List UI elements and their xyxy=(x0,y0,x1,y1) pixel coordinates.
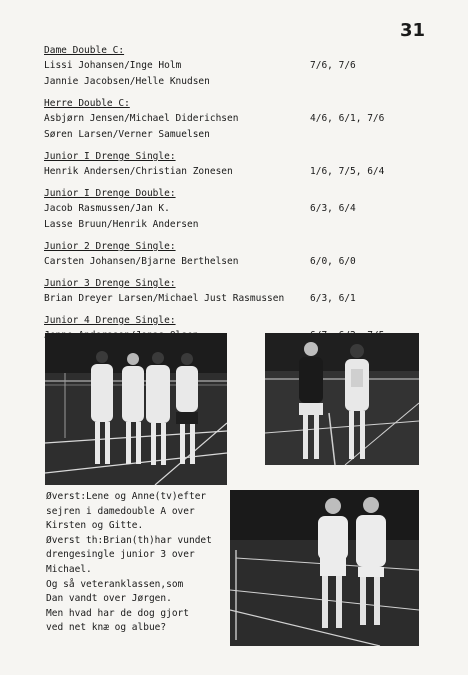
caption-line: Øverst:Lene og Anne(tv)efter xyxy=(46,491,207,502)
score: 6/3, 6/1 xyxy=(310,293,356,304)
results-list xyxy=(44,44,424,351)
result-row xyxy=(44,111,424,127)
players: Lissi Johansen/Inge Holm xyxy=(44,60,182,71)
result-section xyxy=(44,150,424,180)
caption-line: drengesingle junior 3 over xyxy=(46,549,195,561)
result-row xyxy=(44,58,424,74)
caption-line: Dan vandt over Jørgen. xyxy=(46,593,172,605)
result-row xyxy=(44,164,424,180)
players: Jannie Jacobsen/Helle Knudsen xyxy=(44,76,210,87)
section-heading: Junior I Drenge Single: xyxy=(44,151,176,162)
result-section xyxy=(44,97,424,143)
players: Jacob Rasmussen/Jan K. xyxy=(44,203,170,214)
photo-two-veterans xyxy=(230,490,419,646)
score: 4/6, 6/1, 7/6 xyxy=(310,113,385,124)
caption-line: sejren i damedouble A over xyxy=(46,505,195,517)
players: Lasse Bruun/Henrik Andersen xyxy=(44,219,199,230)
section-heading: Junior I Drenge Double: xyxy=(44,188,176,199)
result-row xyxy=(44,291,424,307)
section-heading: Junior 4 Drenge Single: xyxy=(44,315,176,326)
caption-line: Kirsten og Gitte. xyxy=(46,520,144,532)
section-heading: Junior 2 Drenge Single: xyxy=(44,241,176,252)
photo-two-juniors xyxy=(265,333,419,465)
players: Henrik Andersen/Christian Zonesen xyxy=(44,166,233,177)
page-number: 31 xyxy=(400,20,426,41)
caption-line: Men hvad har de dog gjort xyxy=(46,607,189,619)
section-heading: Dame Double C: xyxy=(44,45,125,56)
result-section xyxy=(44,187,424,233)
result-section xyxy=(44,277,424,307)
photo-caption xyxy=(46,490,226,636)
players: Carsten Johansen/Bjarne Berthelsen xyxy=(44,256,239,267)
result-section xyxy=(44,44,424,90)
result-row xyxy=(44,217,424,233)
caption-line: Michael. xyxy=(46,563,92,575)
caption-line: ved net knæ og albue? xyxy=(46,622,167,634)
result-section xyxy=(44,240,424,270)
caption-line: Øverst th:Brian(th)har vundet xyxy=(46,534,212,546)
score: 6/3, 6/4 xyxy=(310,203,356,214)
result-row xyxy=(44,74,424,90)
players: Søren Larsen/Verner Samuelsen xyxy=(44,129,210,140)
section-heading: Junior 3 Drenge Single: xyxy=(44,278,176,289)
result-row xyxy=(44,127,424,143)
section-heading: Herre Double C: xyxy=(44,98,130,109)
photo-four-players xyxy=(45,333,227,485)
score: 1/6, 7/5, 6/4 xyxy=(310,166,385,177)
players: Brian Dreyer Larsen/Michael Just Rasmussen xyxy=(44,293,285,304)
players: Asbjørn Jensen/Michael Diderichsen xyxy=(44,113,239,124)
score: 6/0, 6/0 xyxy=(310,256,356,267)
caption-line: Og så veteranklassen,som xyxy=(46,578,184,590)
score: 7/6, 7/6 xyxy=(310,60,356,71)
result-row xyxy=(44,254,424,270)
result-row xyxy=(44,201,424,217)
